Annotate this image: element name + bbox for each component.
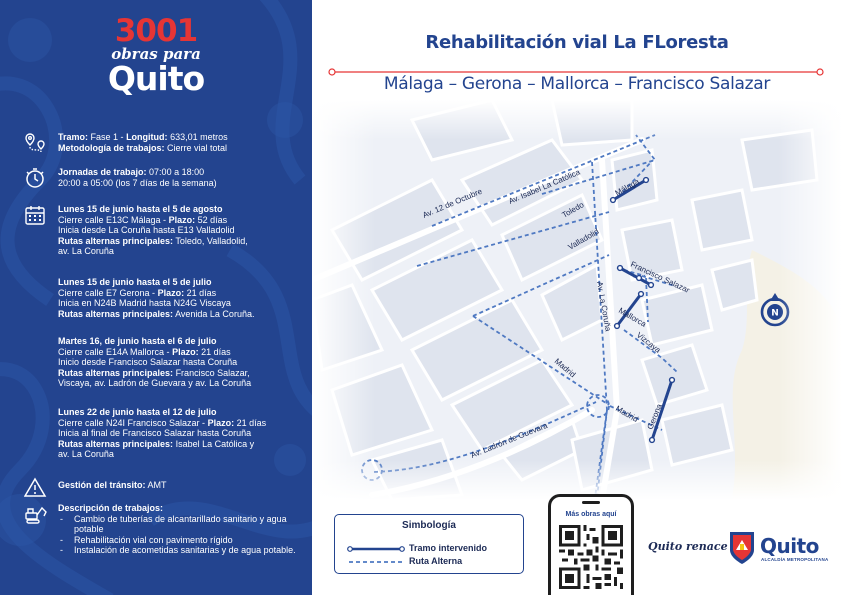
jornadas-section	[24, 167, 304, 188]
block-2-closure: Cierre calle E7 Gerona -	[58, 287, 156, 298]
solid-line-symbol	[347, 544, 405, 554]
metodologia-label: Metodología de trabajos:	[58, 142, 165, 153]
descripcion-item: - Instalación de acometidas sanitarias y de agua potable.	[58, 545, 304, 556]
block-3-start: Inicio desde Francisco Salazar hasta Coruña	[58, 357, 238, 367]
legend-intervenido-label: Tramo intervenido	[409, 543, 488, 553]
block-1-plazo-value: 52 días	[197, 214, 228, 225]
warning-triangle-icon	[24, 477, 48, 499]
metodologia-value: Cierre vial total	[167, 142, 228, 153]
dashed-line-symbol	[347, 557, 405, 567]
route-pin-icon	[24, 132, 48, 154]
descripcion-label: Descripción de trabajos:	[58, 503, 164, 513]
schedule-block-3	[24, 336, 304, 389]
brand-block	[0, 14, 312, 96]
descripcion-section	[24, 503, 304, 556]
excavator-icon	[24, 503, 48, 525]
quito-renace-logo: Quito renace	[648, 540, 728, 553]
schedule-block-1	[24, 204, 304, 257]
gestion-value: AMT	[147, 480, 167, 490]
jornadas-value-1: 07:00 a 18:00	[149, 167, 205, 177]
block-2-rutas-label: Rutas alternas principales:	[58, 308, 174, 319]
longitud-value: 633,01 metros	[170, 132, 228, 142]
page-title: Rehabilitación vial La FLoresta	[425, 32, 729, 53]
schedule-block-2	[24, 277, 304, 319]
brand-city: Quito	[107, 59, 205, 98]
quito-tagline: ALCALDÍA METROPOLITANA	[761, 557, 829, 562]
block-2-start: Inicia en N24B Madrid hasta N24G Viscaya	[58, 298, 231, 308]
city-seal-icon	[728, 530, 756, 566]
gestion-label: Gestión del tránsito:	[58, 480, 146, 490]
block-3-plazo-label: Plazo:	[172, 346, 199, 357]
block-3-heading: Martes 16, de junio hasta el 6 de julio	[58, 336, 217, 346]
jornadas-value-2: 20:00 a 05:00 (los 7 días de la semana)	[58, 177, 217, 188]
block-1-rutas-value-2: av. La Coruña	[58, 246, 114, 256]
block-4-rutas-value: Isabel La Católica y	[175, 438, 255, 449]
block-1-heading: Lunes 15 de junio hasta el 5 de agosto	[58, 204, 223, 214]
quito-wordmark: Quito	[760, 534, 819, 558]
legend-alterna-label: Ruta Alterna	[409, 556, 463, 566]
block-1-closure: Cierre calle E13C Málaga -	[58, 214, 167, 225]
tramo-label: Tramo:	[58, 132, 89, 142]
tramo-value: Fase 1 -	[90, 132, 124, 142]
legend-title: Simbología	[402, 520, 456, 531]
street-map	[312, 100, 842, 500]
longitud-label: Longitud:	[126, 132, 168, 142]
legend-row-intervenido	[347, 543, 517, 555]
jornadas-label: Jornadas de trabajo:	[58, 167, 147, 177]
map-legend	[334, 514, 524, 574]
descripcion-item: - Cambio de tuberías de alcantarillado sanitario y agua potable	[58, 514, 304, 535]
calendar-icon	[24, 204, 48, 226]
block-3-rutas-label: Rutas alternas principales:	[58, 367, 174, 378]
tramo-section	[24, 132, 304, 153]
block-1-rutas-value: Toledo, Valladolid,	[175, 235, 248, 246]
block-1-rutas-label: Rutas alternas principales:	[58, 235, 174, 246]
schedule-block-4	[24, 407, 304, 460]
brand-subtitle: obras para	[111, 45, 201, 63]
block-3-plazo-value: 21 días	[201, 346, 231, 357]
descripcion-item: - Rehabilitación vial con pavimento rígido	[58, 535, 304, 546]
qr-label: Más obras aquí	[565, 511, 617, 518]
block-1-plazo-label: Plazo:	[168, 214, 196, 225]
info-panel	[0, 0, 312, 595]
qr-code[interactable]	[559, 525, 623, 589]
block-3-rutas-value-2: Viscaya, av. Ladrón de Guevara y av. La Coruña	[58, 378, 252, 388]
block-3-closure: Cierre calle E14A Mallorca -	[58, 346, 170, 357]
phone-notch	[582, 501, 600, 504]
block-4-plazo-value: 21 días	[236, 417, 267, 428]
gestion-section	[24, 477, 304, 491]
block-3-rutas-value: Francisco Salazar,	[175, 367, 250, 378]
brand-number: 3001	[114, 13, 198, 49]
block-4-rutas-value-2: av. La Coruña	[58, 449, 114, 459]
block-2-rutas-value: Avenida La Coruña.	[175, 308, 255, 319]
block-4-rutas-label: Rutas alternas principales:	[58, 438, 174, 449]
phone-qr-card[interactable]	[548, 494, 634, 595]
page-subtitle: Málaga – Gerona – Mallorca – Francisco Salazar	[383, 74, 771, 94]
block-1-start: Inicia desde La Coruña hasta E13 Valladolid	[58, 225, 235, 235]
block-2-plazo-value: 21 días	[186, 287, 217, 298]
block-4-start: Inicia al final de Francisco Salazar hasta Coruña	[58, 428, 252, 438]
stopwatch-icon	[24, 167, 48, 189]
descripcion-list	[58, 514, 304, 556]
block-4-closure: Cierre calle N24I Francisco Salazar -	[58, 417, 206, 428]
block-4-plazo-label: Plazo:	[207, 417, 235, 428]
legend-row-alterna	[347, 556, 517, 568]
block-2-plazo-label: Plazo:	[157, 287, 185, 298]
block-2-heading: Lunes 15 de junio hasta el 5 de julio	[58, 277, 212, 287]
block-4-heading: Lunes 22 de junio hasta el 12 de julio	[58, 407, 217, 417]
